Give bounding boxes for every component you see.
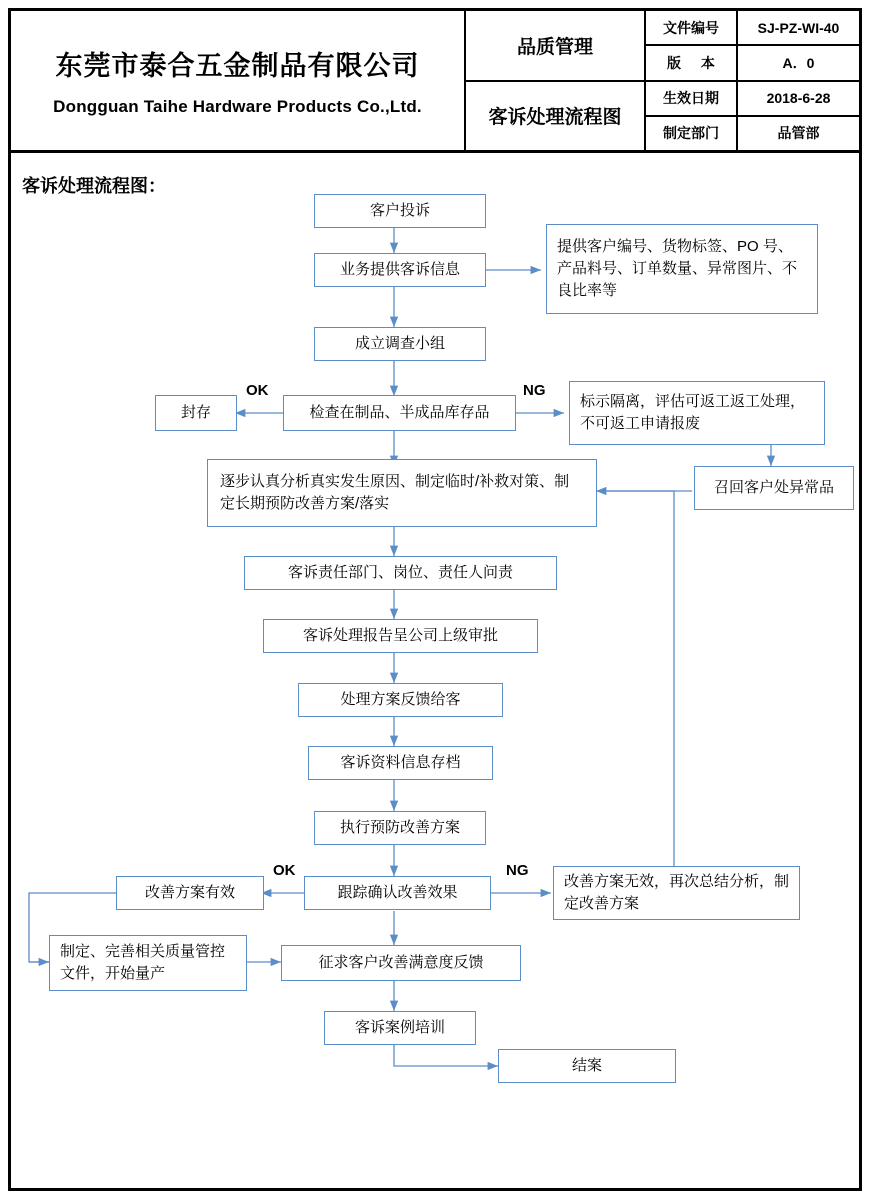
meta-row-department <box>646 117 859 150</box>
branch-label-ok-tracking: OK <box>273 862 296 879</box>
flow-node-close-case[interactable]: 结案 <box>498 1049 676 1083</box>
document-meta-table <box>646 11 859 150</box>
document-category-block <box>466 11 646 150</box>
meta-value-doc-no: SJ-PZ-WI-40 <box>757 19 840 36</box>
flow-node-plan-effective[interactable]: 改善方案有效 <box>116 876 264 910</box>
flow-node-report-approval[interactable]: 客诉处理报告呈公司上级审批 <box>263 619 538 653</box>
flow-node-customer-complaint[interactable]: 客户投诉 <box>314 194 486 228</box>
flow-node-track-improvement[interactable]: 跟踪确认改善效果 <box>304 876 491 910</box>
meta-value-effective-date: 2018-6-28 <box>766 90 831 107</box>
flow-node-plan-ineffective[interactable]: 改善方案无效，再次总结分析，制定改善方案 <box>553 866 800 920</box>
meta-value-version: A．0 <box>782 54 815 71</box>
flow-node-feedback-to-customer[interactable]: 处理方案反馈给客 <box>298 683 503 717</box>
flow-node-sales-provide-info[interactable]: 业务提供客诉信息 <box>314 253 486 287</box>
flowchart-canvas <box>11 156 859 1191</box>
flowchart-title: 客诉处理流程图： <box>22 176 166 196</box>
branch-label-ng-inventory: NG <box>523 382 546 399</box>
flow-node-improve-documents[interactable]: 制定、完善相关质量管控文件，开始量产 <box>49 935 247 991</box>
branch-label-ok-inventory: OK <box>246 382 269 399</box>
company-name-en: Dongguan Taihe Hardware Products Co.,Ltd. <box>53 97 422 116</box>
meta-label-version: 版 本 <box>646 46 738 79</box>
meta-row-version <box>646 46 859 81</box>
category-label: 品质管理 <box>466 11 644 82</box>
meta-label-effective-date: 生效日期 <box>646 82 738 115</box>
flow-node-case-training[interactable]: 客诉案例培训 <box>324 1011 476 1045</box>
meta-label-department: 制定部门 <box>646 117 738 150</box>
flow-node-execute-prevention-plan[interactable]: 执行预防改善方案 <box>314 811 486 845</box>
flow-node-recall-abnormal-goods[interactable]: 召回客户处异常品 <box>694 466 854 510</box>
flow-node-mark-isolate-rework[interactable]: 标示隔离，评估可返工返工处理，不可返工申请报废 <box>569 381 825 445</box>
flow-node-accountability[interactable]: 客诉责任部门、岗位、责任人问责 <box>244 556 557 590</box>
document-header <box>11 11 859 153</box>
branch-label-ng-tracking: NG <box>506 862 529 879</box>
flow-node-setup-investigation-team[interactable]: 成立调查小组 <box>314 327 486 361</box>
flow-node-archive-records[interactable]: 客诉资料信息存档 <box>308 746 493 780</box>
flow-note-required-info[interactable]: 提供客户编号、货物标签、PO 号、产品料号、订单数量、异常图片、不良比率等 <box>546 224 818 314</box>
flow-node-check-wip-inventory[interactable]: 检查在制品、半成品库存品 <box>283 395 516 431</box>
meta-row-effective-date <box>646 82 859 117</box>
meta-value-department: 品管部 <box>777 125 820 142</box>
meta-label-doc-no: 文件编号 <box>646 11 738 44</box>
flow-node-seal-storage[interactable]: 封存 <box>155 395 237 431</box>
flow-node-analyze-root-cause[interactable]: 逐步认真分析真实发生原因、制定临时/补救对策、制定长期预防改善方案/落实 <box>207 459 597 527</box>
document-title: 客诉处理流程图 <box>488 107 622 129</box>
meta-row-doc-no <box>646 11 859 46</box>
company-block <box>11 11 466 150</box>
flow-node-customer-satisfaction[interactable]: 征求客户改善满意度反馈 <box>281 945 521 981</box>
company-name-cn: 东莞市泰合五金制品有限公司 <box>55 51 420 81</box>
